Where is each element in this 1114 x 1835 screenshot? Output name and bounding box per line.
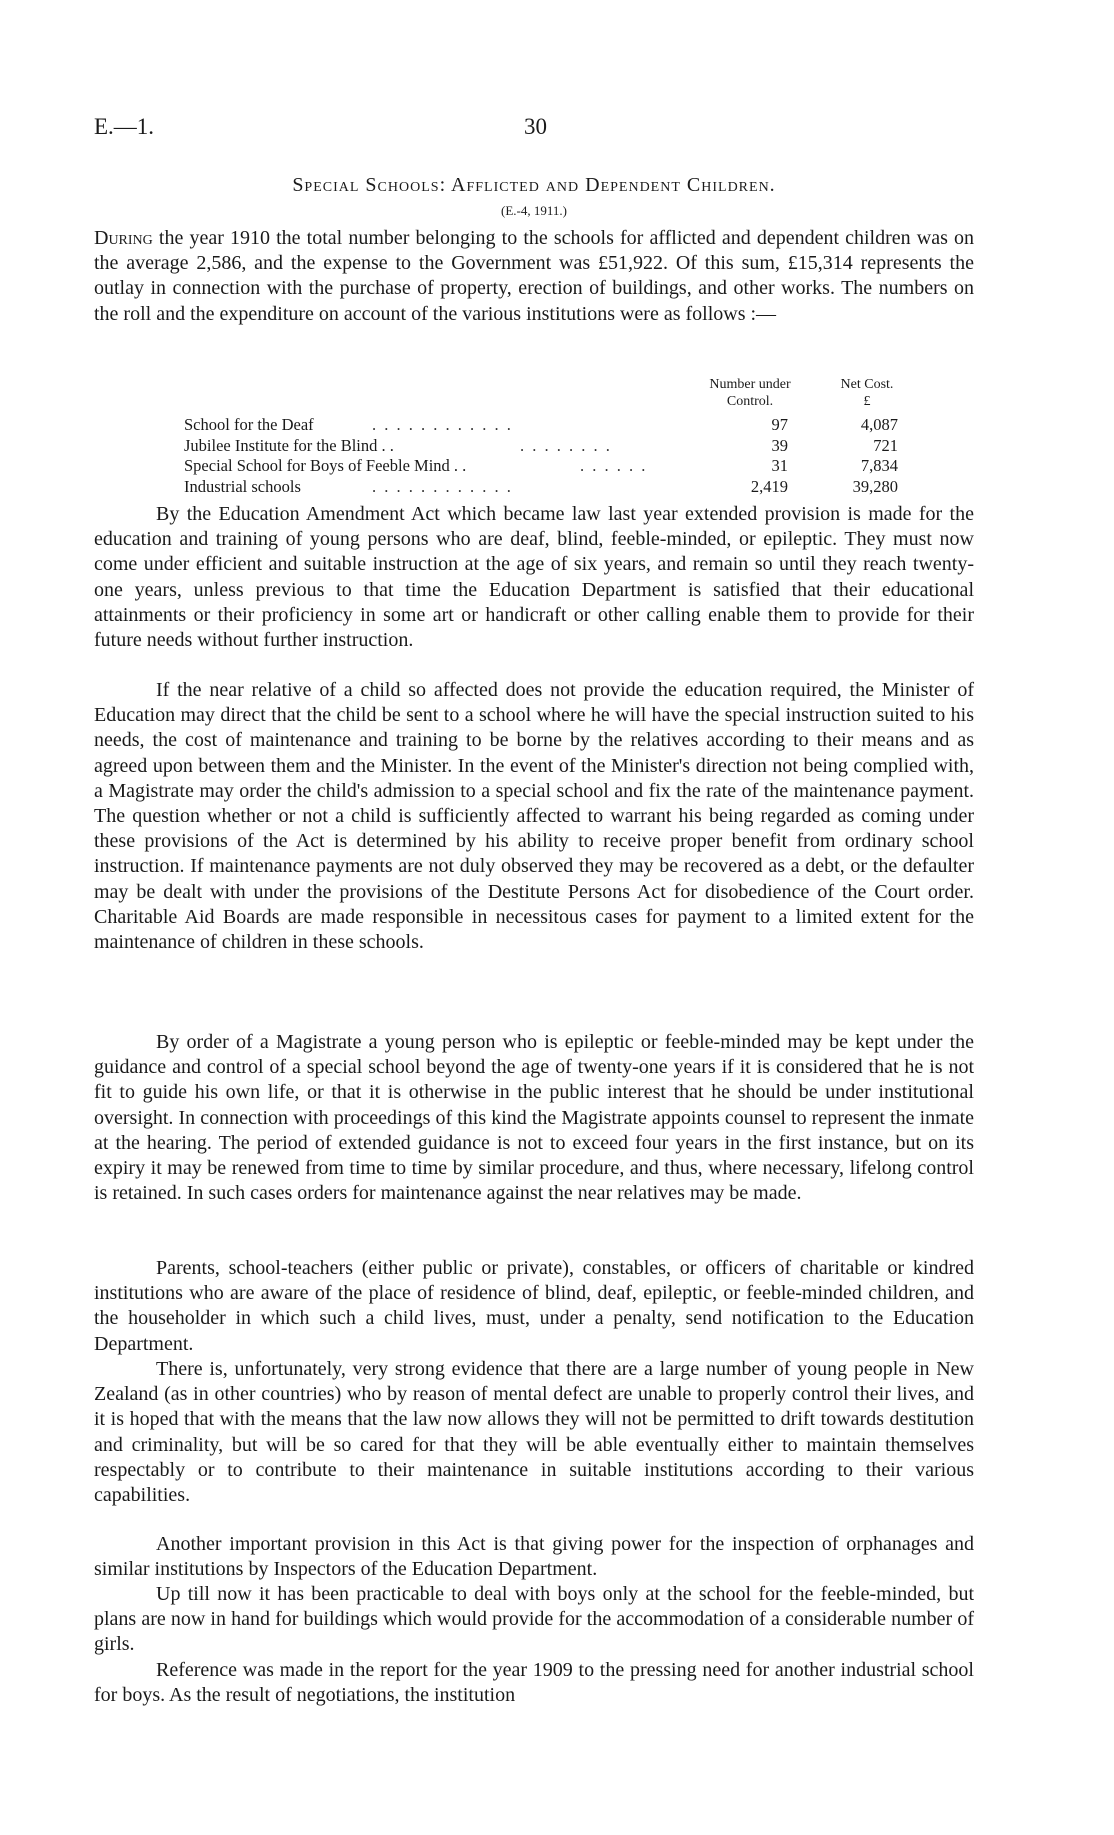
dot-leader: . . . . . . . . . . . . bbox=[372, 415, 513, 434]
table-row bbox=[0, 436, 1114, 457]
institution-number: 31 bbox=[771, 456, 788, 475]
dot-leader: . . . . . . . . bbox=[520, 435, 612, 455]
table-header bbox=[0, 376, 1114, 416]
body-paragraph: Up till now it has been practicable to deal with boys only at the school for the feeble-minded, but plans are now in hand for buildings which would provide for the accommodation of a considerable number of girls. bbox=[94, 1583, 974, 1656]
institution-number: 97 bbox=[771, 415, 788, 434]
document-reference: E.—1. bbox=[94, 114, 155, 139]
institution-name: Special School for Boys of Feeble Mind . . bbox=[184, 456, 467, 475]
number-column-label-2: Control. bbox=[726, 394, 774, 409]
number-column-label: Number under bbox=[709, 377, 791, 392]
table-row bbox=[0, 456, 1114, 477]
institution-cost: 39,280 bbox=[852, 476, 898, 496]
institution-cost: 4,087 bbox=[860, 415, 898, 434]
page-number: 30 bbox=[524, 114, 547, 139]
body-paragraph: Reference was made in the report for the year 1909 to the pressing need for another industrial school for boys. As the result of negotiations, the institution bbox=[94, 1659, 974, 1707]
body-paragraph: If the near relative of a child so affected does not provide the education required, the Minister of Education may direct that the child be sent to a school where he will have the special instruction suited to his needs, the cost of maintenance and training to be borne by the relatives according to their means and as agreed upon between them and the Minister. In the event of the Minister's direction not being complied with, a Magistrate may order the child's admission to a special school and fix the rate of the maintenance payment. The question whether or not a child is sufficiently affected to warrant his being regarded as coming under these provisions of the Act is determined by his ability to receive proper benefit from ordinary school instruction. If maintenance payments are not duly observed they may be recovered as a debt, or the defaulter may be dealt with under the provisions of the Destitute Persons Act for disobedience of the Court order. Charitable Aid Boards are made responsible in necessitous cases for payment to a limited extent for the maintenance of children in these schools. bbox=[94, 679, 974, 954]
cost-column-label: Net Cost. bbox=[840, 377, 894, 392]
section-title: Special Schools: Afflicted and Dependent Children. bbox=[292, 174, 776, 196]
body-paragraph: By the Education Amendment Act which became law last year extended provision is made for the education and training of young persons who are deaf, blind, feeble-minded, or epileptic. They must now come under efficient and suitable instruction at the age of six years, and remain so until they reach twenty-one years, unless previous to that time the Education Department is satisfied that their educational attainments or their proficiency in some art or handicraft or other calling enable them to provide for their future needs without further instruction. bbox=[94, 503, 974, 652]
institution-name: Industrial schools bbox=[184, 476, 301, 496]
institution-cost: 7,834 bbox=[860, 456, 898, 475]
body-paragraph: Parents, school-teachers (either public or private), constables, or officers of charitable or kindred institutions who are aware of the place of residence of blind, deaf, epileptic, or feeble-minded children, and the householder in which such a child lives, must, under a penalty, send notification to the Education Department. bbox=[94, 1257, 974, 1355]
table-row bbox=[0, 415, 1114, 436]
intro-lead-word: During bbox=[94, 227, 153, 249]
intro-paragraph bbox=[94, 226, 974, 327]
dot-leader: . . . . . . bbox=[580, 456, 648, 475]
intro-text: the year 1910 the total number belonging to the schools for afflicted and dependent children was on the average 2,586, and the expense to the Government was £51,922. Of this sum, £15,314 represents the outlay in connection with the purchase of property, erection of buildings, and other works. The numbers on the roll and the expenditure on account of the various institutions were as follows :— bbox=[94, 227, 974, 325]
body-paragraph: Another important provision in this Act is that giving power for the inspection of orphanages and similar institutions by Inspectors of the Education Department. bbox=[94, 1533, 974, 1581]
number-column-header bbox=[696, 376, 804, 410]
cost-column-header bbox=[822, 376, 912, 410]
section-reference: (E.-4, 1911.) bbox=[501, 203, 567, 218]
table-row bbox=[0, 477, 1114, 498]
dot-leader: . . . . . . . . . . . . bbox=[372, 476, 513, 496]
institution-name: School for the Deaf bbox=[184, 415, 314, 434]
body-paragraph: By order of a Magistrate a young person who is epileptic or feeble-minded may be kept under the guidance and control of a special school beyond the age of twenty-one years if it is considered that he is not fit to guide his own life, or that it is otherwise in the public interest that he should be under institutional oversight. In connection with proceedings of this kind the Magistrate appoints counsel to represent the inmate at the hearing. The period of extended guidance is not to exceed four years in the first instance, but on its expiry it may be renewed from time to time by similar procedure, and thus, where necessary, lifelong control is retained. In such cases orders for maintenance against the near relatives may be made. bbox=[94, 1031, 974, 1205]
body-paragraph: There is, unfortunately, very strong evidence that there are a large number of young people in New Zealand (as in other countries) who by reason of mental defect are unable to properly control their lives, and it is hoped that with the means that the law now allows they will not be permitted to drift towards destitution and criminality, but will be so cared for that they will be able eventually either to maintain themselves respectably or to contribute to their maintenance in suitable institutions according to their various capabilities. bbox=[94, 1358, 974, 1507]
institution-cost: 721 bbox=[873, 435, 898, 455]
institution-name: Jubilee Institute for the Blind . . bbox=[184, 435, 394, 455]
institutions-table bbox=[0, 415, 1114, 497]
cost-column-unit: £ bbox=[863, 394, 871, 409]
institution-number: 2,419 bbox=[750, 476, 788, 496]
institution-number: 39 bbox=[771, 435, 788, 455]
page-header bbox=[94, 114, 1020, 144]
